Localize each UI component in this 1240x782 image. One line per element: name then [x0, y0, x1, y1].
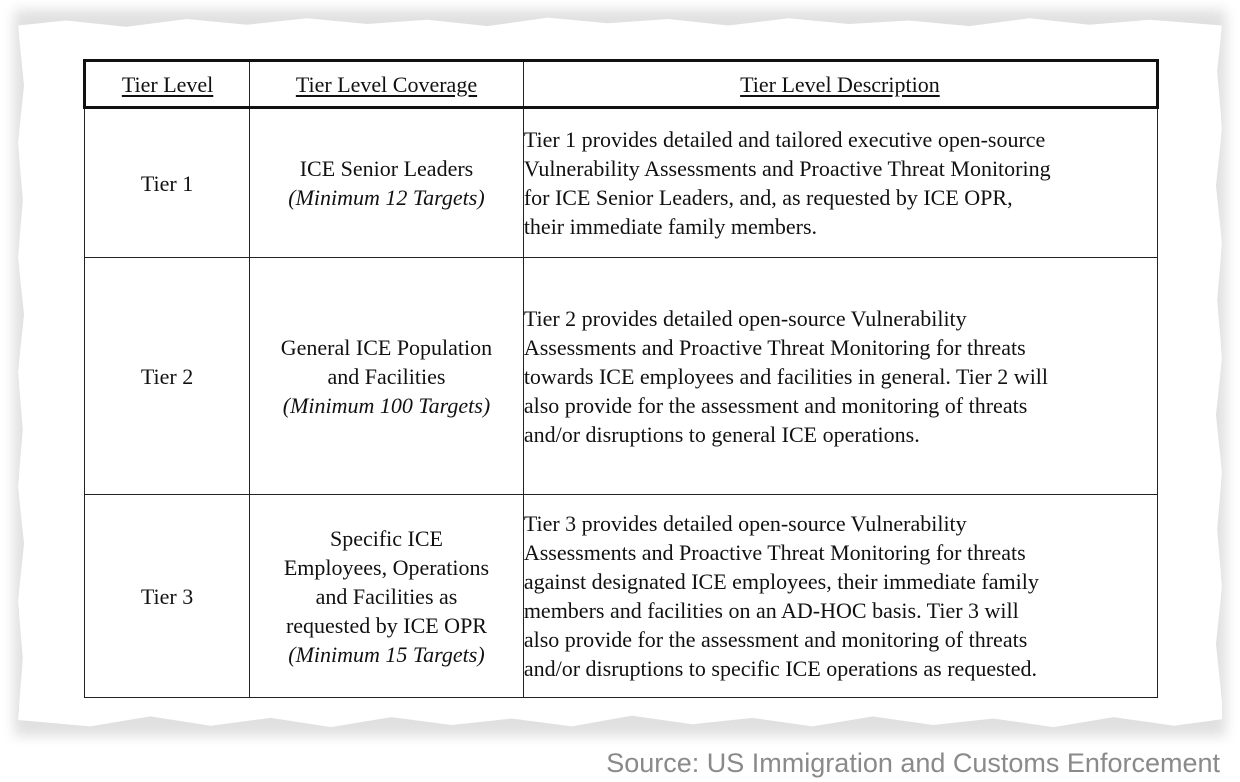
- tier-coverage-cell: [250, 108, 524, 258]
- coverage-line: ICE Senior Leaders: [299, 156, 474, 181]
- description-line: also provide for the assessment and monitoring of threats: [523, 392, 1028, 418]
- description-line: and/or disruptions to general ICE operations.: [523, 421, 920, 447]
- header-tier-level: Tier Level: [85, 61, 250, 108]
- tier-description-cell: [523, 108, 1157, 258]
- description-line: Vulnerability Assessments and Proactive Threat Monitoring: [523, 156, 1051, 181]
- coverage-line: and Facilities as: [315, 583, 458, 609]
- tier-coverage-cell: [250, 258, 524, 495]
- header-tier-level-description: Tier Level Description: [523, 61, 1157, 108]
- description-line: Assessments and Proactive Threat Monitoring for threats: [523, 334, 1026, 360]
- tier-level-cell: Tier 2: [85, 258, 250, 495]
- coverage-line: and Facilities: [327, 363, 446, 389]
- description-line: Tier 1 provides detailed and tailored executive open-source: [523, 127, 1046, 152]
- header-tier-level-coverage: Tier Level Coverage: [250, 61, 524, 108]
- description-line: also provide for the assessment and monitoring of threats: [523, 627, 1028, 652]
- coverage-target: (Minimum 100 Targets): [282, 392, 491, 418]
- source-caption: Source: US Immigration and Customs Enforcement: [606, 748, 1220, 778]
- coverage-line: General ICE Population: [280, 334, 493, 360]
- table-header-row: [85, 61, 1158, 108]
- description-line: and/or disruptions to specific ICE operations as requested.: [523, 656, 1038, 681]
- tier-description-cell: [523, 495, 1157, 698]
- tier-level-cell: Tier 3: [85, 495, 250, 698]
- coverage-line: requested by ICE OPR: [285, 612, 487, 638]
- coverage-line: Employees, Operations: [283, 554, 490, 580]
- tier-table: [83, 59, 1159, 698]
- coverage-target: (Minimum 15 Targets): [288, 641, 485, 667]
- tier-level-cell: Tier 1: [85, 108, 250, 258]
- description-line: Tier 2 provides detailed open-source Vulnerability: [523, 305, 967, 331]
- coverage-target: (Minimum 12 Targets): [288, 185, 485, 210]
- description-line: members and facilities on an AD-HOC basis. Tier 3 will: [523, 598, 1019, 623]
- description-line: towards ICE employees and facilities in general. Tier 2 will: [523, 363, 1049, 389]
- table-row: [85, 258, 1158, 495]
- description-line: Tier 3 provides detailed open-source Vulnerability: [523, 511, 967, 536]
- tier-coverage-cell: [250, 495, 524, 698]
- coverage-line: Specific ICE: [329, 525, 443, 551]
- description-line: for ICE Senior Leaders, and, as requested by ICE OPR,: [523, 185, 1013, 210]
- description-line: against designated ICE employees, their immediate family: [523, 569, 1039, 594]
- table-row: [85, 108, 1158, 258]
- description-line: Assessments and Proactive Threat Monitoring for threats: [523, 540, 1026, 565]
- tier-description-cell: [523, 258, 1157, 495]
- description-line: their immediate family members.: [523, 214, 818, 239]
- table-row: [85, 495, 1158, 698]
